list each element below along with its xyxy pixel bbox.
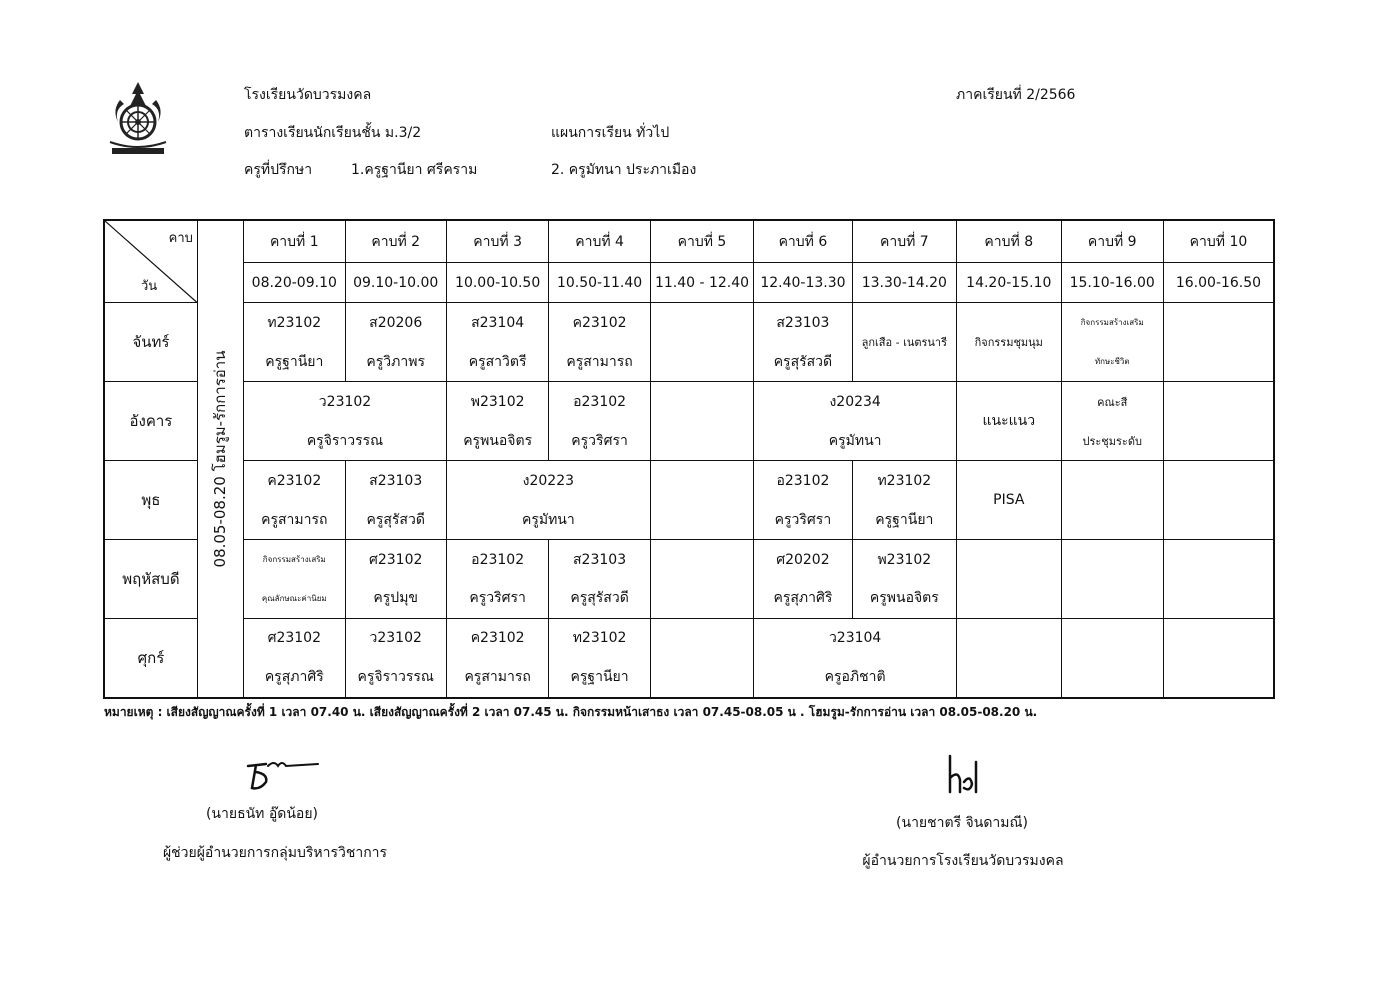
empty-cell <box>1163 382 1274 461</box>
school-name: โรงเรียนวัดบวรมงคล <box>244 87 372 103</box>
class-cell <box>244 540 345 619</box>
teacher-name: ครูฐานียา <box>875 511 934 528</box>
empty-cell <box>957 540 1061 619</box>
class-cell <box>1061 382 1163 461</box>
subject-code: ท23102 <box>267 314 322 331</box>
teacher-name: ครูสุภาศิริ <box>264 669 324 686</box>
period-header: คาบที่ 2 <box>345 220 446 263</box>
signature-left <box>238 752 322 794</box>
class-cell <box>446 461 650 540</box>
study-plan: แผนการเรียน ทั่วไป <box>551 125 670 141</box>
period-time: 15.10-16.00 <box>1061 263 1163 303</box>
teacher-name: ครูจิราวรรณ <box>357 669 434 686</box>
empty-cell <box>1163 618 1274 698</box>
subject-code: ว23102 <box>369 630 422 647</box>
teacher-name: ครูสามารถ <box>566 353 633 370</box>
teacher-name: ครูสุภาศิริ <box>773 590 833 607</box>
corner-day-label: วัน <box>141 279 158 295</box>
class-cell <box>446 303 548 382</box>
teacher-name: ครูจิราวรรณ <box>306 432 384 449</box>
signer-right-name: (นายชาตรี จินดามณี) <box>896 815 1028 831</box>
teacher-name: ครูมัทนา <box>521 511 575 528</box>
timetable <box>103 219 1275 699</box>
subject-code: ค23102 <box>470 630 525 647</box>
subject-code: กิจกรรมสร้างเสริม <box>262 554 326 564</box>
subject-code: ค23102 <box>572 314 627 331</box>
teacher-name: ครูฐานียา <box>265 353 324 370</box>
period-time: 14.20-15.10 <box>957 263 1061 303</box>
teacher-name: ครูมัทนา <box>828 432 882 449</box>
class-cell <box>549 382 650 461</box>
period-header: คาบที่ 5 <box>650 220 753 263</box>
activity-name: ลูกเสือ - เนตรนารี <box>861 336 948 350</box>
teacher-name: ครูวิภาพร <box>366 353 425 370</box>
subject-code: พ23102 <box>470 393 525 410</box>
homeroom-label: 08.05-08.20 โฮมรูม-รักการอ่าน <box>211 350 230 568</box>
teacher-name: ครูวริศรา <box>774 511 832 528</box>
day-label: ศุกร์ <box>104 618 197 698</box>
class-cell <box>244 303 345 382</box>
empty-cell <box>1061 461 1163 540</box>
teacher-name: ครูสามารถ <box>261 511 328 528</box>
subject-code: ส23103 <box>573 551 627 568</box>
class-label: ตารางเรียนนักเรียนชั้น ม.3/2 <box>244 125 422 141</box>
period-time: 09.10-10.00 <box>345 263 446 303</box>
teacher-name: ครูพนอจิตร <box>869 590 939 607</box>
teacher-name: ครูสุรัสวดี <box>570 590 629 607</box>
day-row <box>104 618 1274 698</box>
period-header: คาบที่ 6 <box>754 220 852 263</box>
subject-code: ว23102 <box>318 393 372 410</box>
empty-cell <box>650 303 753 382</box>
teacher-name: ครูสาวิตรี <box>468 353 527 370</box>
class-cell <box>549 618 650 698</box>
subject-code: ท23102 <box>877 472 932 489</box>
class-cell <box>345 618 446 698</box>
class-cell <box>446 540 548 619</box>
subject-code: ศ23102 <box>267 630 321 647</box>
subject-code: อ23102 <box>573 393 627 410</box>
class-cell <box>244 461 345 540</box>
class-cell <box>345 461 446 540</box>
empty-cell <box>1163 461 1274 540</box>
period-header: คาบที่ 1 <box>244 220 345 263</box>
advisor-1: 1.ครูฐานียา ศรีคราม <box>351 162 478 178</box>
class-cell <box>754 382 957 461</box>
teacher-name: ประชุมระดับ <box>1082 434 1142 448</box>
empty-cell <box>1061 618 1163 698</box>
signer-left-name: (นายธนัท อู๊ดน้อย) <box>205 806 319 822</box>
teacher-name: ครูอภิชาติ <box>824 669 886 686</box>
corner-cell <box>104 220 197 303</box>
subject-code: ศ23102 <box>368 551 423 568</box>
homeroom-column <box>197 220 243 698</box>
teacher-name: ครูฐานียา <box>570 669 629 686</box>
empty-cell <box>1163 540 1274 619</box>
class-cell <box>957 303 1061 382</box>
activity-name: PISA <box>993 492 1025 509</box>
subject-code: ท23102 <box>572 630 627 647</box>
period-time: 12.40-13.30 <box>754 263 852 303</box>
class-cell <box>852 540 956 619</box>
class-cell <box>754 461 852 540</box>
period-header: คาบที่ 9 <box>1061 220 1163 263</box>
subject-code: ค23102 <box>267 472 322 489</box>
subject-code: อ23102 <box>776 472 830 489</box>
class-cell <box>852 461 956 540</box>
period-header: คาบที่ 7 <box>852 220 956 263</box>
empty-cell <box>650 461 753 540</box>
teacher-name: ครูปมุข <box>373 590 418 607</box>
subject-code: ส20206 <box>369 314 423 331</box>
subject-code: ง20234 <box>829 393 881 410</box>
class-cell <box>446 382 548 461</box>
empty-cell <box>650 618 753 698</box>
activity-name: กิจกรรมชุมนุม <box>974 336 1043 350</box>
teacher-name: ครูสุรัสวดี <box>366 511 425 528</box>
period-time: 08.20-09.10 <box>244 263 345 303</box>
signer-right-title: ผู้อำนวยการโรงเรียนวัดบวรมงคล <box>862 853 1064 869</box>
school-emblem-icon <box>106 80 170 158</box>
day-label: อังคาร <box>104 382 197 461</box>
empty-cell <box>957 618 1061 698</box>
teacher-name: ครูวริศรา <box>469 590 526 607</box>
class-cell <box>345 540 446 619</box>
teacher-name: ทักษะชีวิต <box>1094 357 1130 366</box>
subject-code: ส23104 <box>471 314 525 331</box>
class-cell <box>957 382 1061 461</box>
subject-code: ว23104 <box>828 630 882 647</box>
period-header: คาบที่ 10 <box>1163 220 1274 263</box>
period-time: 11.40 - 12.40 <box>650 263 753 303</box>
activity-name: แนะแนว <box>982 413 1036 430</box>
signature-right <box>944 752 984 798</box>
signer-left-title: ผู้ช่วยผู้อำนวยการกลุ่มบริหารวิชาการ <box>162 845 388 861</box>
subject-code: พ23102 <box>877 551 932 568</box>
class-cell <box>852 303 956 382</box>
semester: ภาคเรียนที่ 2/2566 <box>956 87 1076 103</box>
class-cell <box>549 540 650 619</box>
class-cell <box>1061 303 1163 382</box>
advisor-2: 2. ครูมัทนา ประภาเมือง <box>551 162 697 178</box>
class-cell <box>446 618 548 698</box>
period-time: 10.50-11.40 <box>549 263 650 303</box>
period-header: คาบที่ 4 <box>549 220 650 263</box>
period-header: คาบที่ 8 <box>957 220 1061 263</box>
empty-cell <box>650 540 753 619</box>
period-header: คาบที่ 3 <box>446 220 548 263</box>
class-cell <box>754 618 957 698</box>
empty-cell <box>650 382 753 461</box>
subject-code: ส23103 <box>776 314 830 331</box>
subject-code: กิจกรรมสร้างเสริม <box>1080 318 1144 328</box>
teacher-name: คุณลักษณะค่านิยม <box>261 593 327 603</box>
day-row <box>104 382 1274 461</box>
class-cell <box>345 303 446 382</box>
class-cell <box>244 382 447 461</box>
period-time: 16.00-16.50 <box>1163 263 1274 303</box>
subject-code: ศ20202 <box>776 551 830 568</box>
footnote: หมายเหตุ : เสียงสัญญาณครั้งที่ 1 เวลา 07.40 น. เสียงสัญญาณครั้งที่ 2 เวลา 07.45 น. กิจกรรมหน้าเสาธง เวลา 07.45-08.05 น . โฮมรูม-รักการอ่าน เวลา 08.05-08.20 น. <box>104 705 1038 719</box>
empty-cell <box>1061 540 1163 619</box>
subject-code: อ23102 <box>471 551 525 568</box>
teacher-name: ครูวริศรา <box>571 432 628 449</box>
teacher-name: ครูสุรัสวดี <box>773 353 833 370</box>
subject-code: ส23103 <box>369 472 423 489</box>
day-label: พฤหัสบดี <box>104 540 197 619</box>
day-row <box>104 540 1274 619</box>
period-time: 13.30-14.20 <box>852 263 956 303</box>
teacher-name: ครูพนอจิตร <box>463 432 533 449</box>
day-label: จันทร์ <box>104 303 197 382</box>
class-cell <box>549 303 650 382</box>
day-label: พุธ <box>104 461 197 540</box>
class-cell <box>754 303 852 382</box>
day-row <box>104 303 1274 382</box>
class-cell <box>957 461 1061 540</box>
subject-code: ง20223 <box>522 472 575 489</box>
advisor-label: ครูที่ปรึกษา <box>244 162 313 178</box>
day-row <box>104 461 1274 540</box>
class-cell <box>754 540 852 619</box>
period-time: 10.00-10.50 <box>446 263 548 303</box>
subject-code: คณะสี <box>1097 395 1128 409</box>
teacher-name: ครูสามารถ <box>464 669 531 686</box>
empty-cell <box>1163 303 1274 382</box>
corner-period-label: คาบ <box>168 231 193 246</box>
class-cell <box>244 618 345 698</box>
